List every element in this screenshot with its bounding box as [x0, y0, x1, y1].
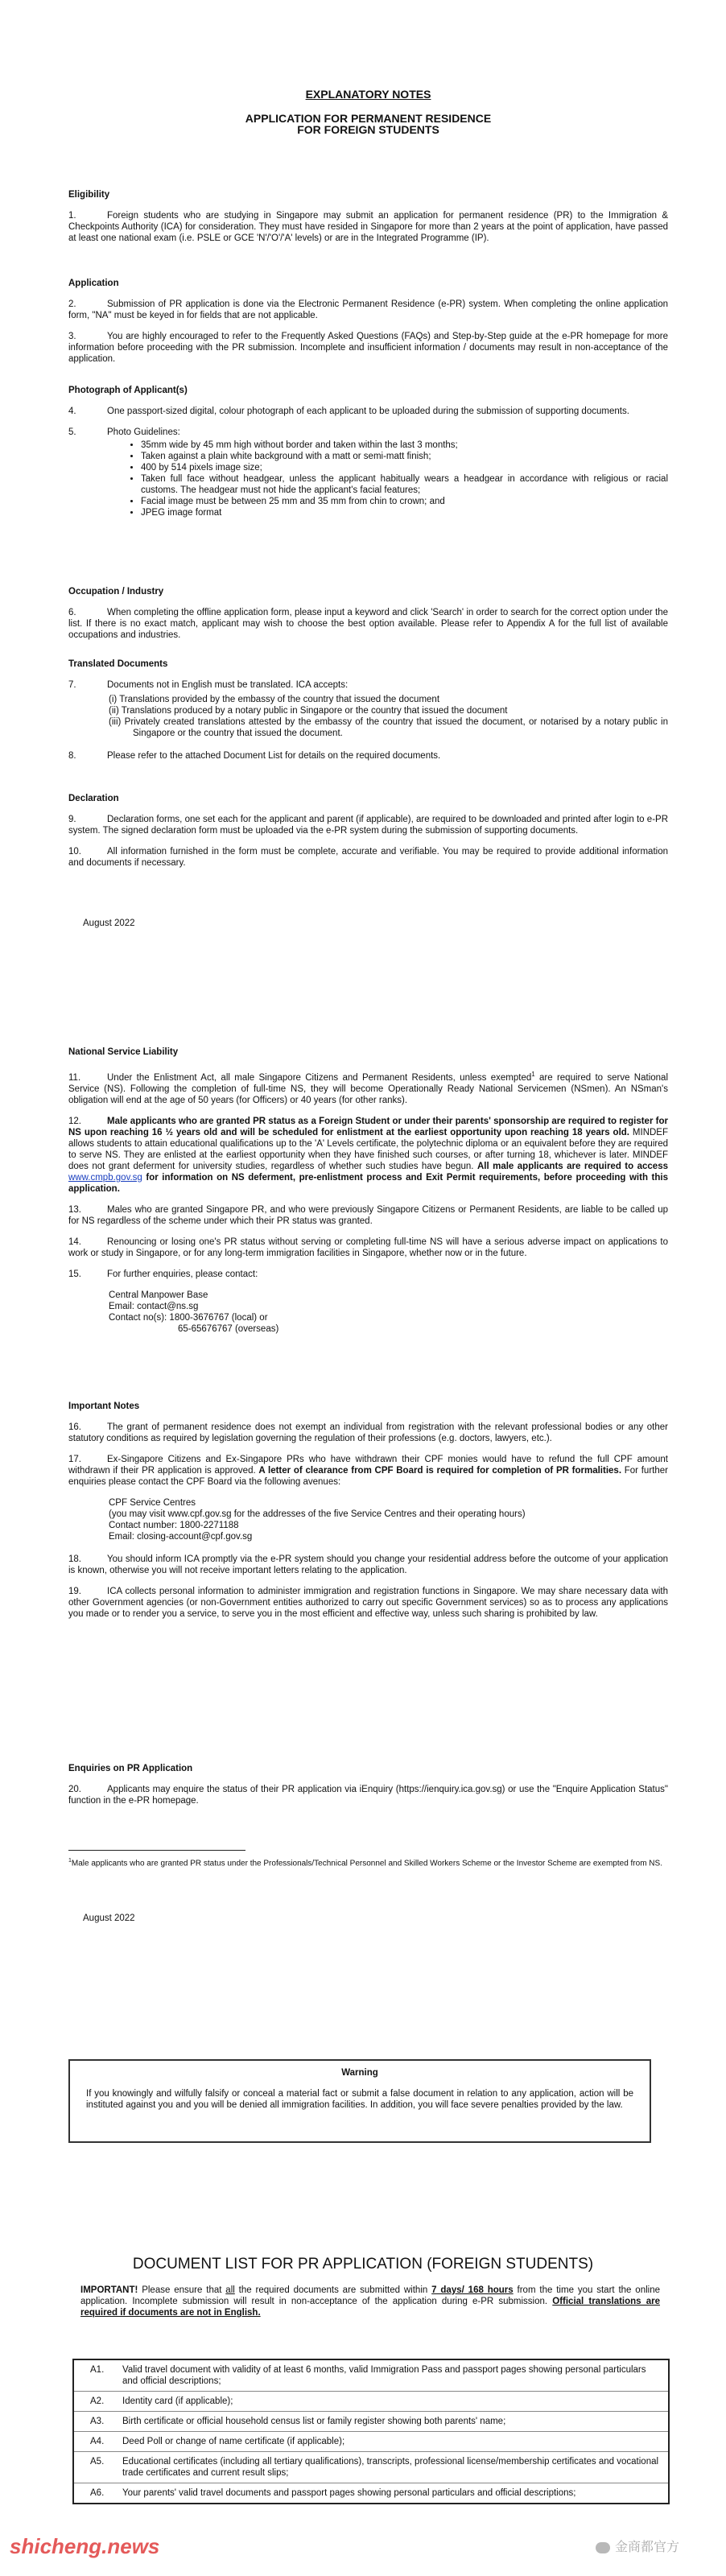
section-heading: Application [68, 279, 119, 288]
section-photograph [68, 385, 668, 518]
footnote-divider [68, 1850, 245, 1851]
section-occupation [68, 586, 668, 641]
paragraph-1: 1. Foreign students who are studying in Singapore may submit an application for permanent residence (PR) to the Immigration & Checkpoints Authority (ICA) for consideration. They must have resided in Singapore for more than 2 years at the point of application, have passed at least one national exam (i.e. PSLE or GCE 'N'/'O'/'A' levels) or are in the Integrated Programme (IP). [68, 211, 668, 243]
section-application [68, 278, 668, 365]
document-row: A2. Identity card (if applicable); [74, 2392, 668, 2412]
contact-line: (you may visit www.cpf.gov.sg for the addresses of the five Service Centres and their operating hours) [109, 1509, 526, 1519]
paragraph-3: 3. You are highly encouraged to refer to the Frequently Asked Questions (FAQs) and Step-by-Step guide at the e-PR homepage for more information before proceeding with the PR submission. Incomplete and insufficient information / documents may result in non-acceptance of the application. [68, 332, 668, 364]
document-row: A4. Deed Poll or change of name certificate (if applicable); [74, 2432, 668, 2452]
paragraph-11: 11. Under the Enlistment Act, all male Singapore Citizens and Permanent Residents, unless exempted$^1$ are required to serve National Service (NS). Following the completion of full-time NS, they will become Operationally Ready National Servicemen (NSmen). An NSman's obligation will end at the age of 50 years (for Officers) or 40 years (for other ranks). [68, 1071, 668, 1105]
section-translated [68, 658, 668, 762]
list-item: • 400 by 514 pixels image size; [141, 462, 668, 473]
document-list-table [72, 2359, 670, 2504]
contact-line: Email: closing-account@cpf.gov.sg [109, 1532, 253, 1542]
section-heading: National Service Liability [68, 1047, 179, 1057]
section-heading: Important Notes [68, 1402, 140, 1411]
date-label: August 2022 [83, 1913, 135, 1923]
contact-line: Email: contact@ns.sg [109, 1301, 199, 1311]
date-label: August 2022 [83, 919, 135, 928]
paragraph-13: 13. Males who are granted Singapore PR, and who were previously Singapore Citizens or Permanent Residents, are liable to be called up for NS regardless of the scheme under which their PR status was granted. [68, 1204, 668, 1226]
section-heading: Photograph of Applicant(s) [68, 386, 188, 395]
contact-line: Contact number: 1800-2271188 [109, 1521, 239, 1530]
cmpb-link[interactable]: www.cmpb.gov.sg [68, 1172, 142, 1183]
photo-guidelines-list [117, 440, 668, 518]
notes-header [68, 89, 668, 135]
document-row: A1. Valid travel document with validity of at least 6 months, valid Immigration Pass and passport pages showing personal particulars and official descriptions; [74, 2360, 668, 2392]
list-item: (i) Translations provided by the embassy of the country that issued the document [109, 695, 440, 704]
contact-line: Contact no(s): 1800-3676767 (local) or [109, 1312, 268, 1323]
warning-title: Warning [341, 2068, 378, 2078]
footnote-ref: 1 [531, 1071, 535, 1078]
paragraph-14: 14. Renouncing or losing one's PR status without serving or completing full-time NS will have a serious adverse impact on applications to work or study in Singapore, or for any long-term immigration facilities in Singapore, whether now or in the future. [68, 1236, 668, 1258]
paragraph-19: 19. ICA collects personal information to administer immigration and registration functions in Singapore. We may share necessary data with other Government agencies (or non-Government entities authorized to carry out specific Government services) so as to process any applications you made or to render you a service, to serve you in the most efficient and effective way, unless such sharing is prohibited by law. [68, 1587, 668, 1619]
paragraph-5: 5. Photo Guidelines: [68, 427, 180, 437]
section-heading: Translated Documents [68, 659, 168, 669]
paragraph-4: 4. One passport-sized digital, colour photograph of each applicant to be uploaded during the submission of supporting documents. [68, 407, 629, 416]
page-subtitle: APPLICATION FOR PERMANENT RESIDENCE [245, 112, 492, 125]
section-enquiries [68, 1763, 668, 1806]
list-item: (iii) Privately created translations attested by the embassy of the country that issued the document, or notarised by a notary public in Singapore or the country that issued the document. [109, 717, 668, 738]
section-heading: Enquiries on PR Application [68, 1764, 193, 1773]
document-row: A6. Your parents' valid travel documents and passport pages showing personal particulars and official descriptions; [90, 2488, 576, 2498]
footnote: $^1$Male applicants who are granted PR status under the Professionals/Technical Personnel and Skilled Workers Scheme or the Investor Scheme are exempted from NS. [68, 1858, 662, 1868]
document-row: A5. Educational certificates (including all tertiary qualifications), transcripts, professional license/membership certificates and vocational trade certificates and current result slips; [74, 2452, 668, 2483]
section-eligibility [68, 189, 668, 244]
paragraph-16: 16. The grant of permanent residence does not exempt an individual from registration with the relevant professional bodies or any other statutory conditions as required by legislation governing the regulation of their professions (e.g. doctors, lawyers, etc.). [68, 1422, 668, 1443]
list-item: • Taken full face without headgear, unless the applicant habitually wears a headgear in accordance with religious or racial customs. The headgear must not hide the applicant's facial features; [141, 473, 668, 496]
paragraph-8: 8. Please refer to the attached Document List for details on the required documents. [68, 751, 441, 761]
section-national-service [68, 1046, 668, 1335]
paragraph-6: 6. When completing the offline application form, please input a keyword and click 'Search' in order to search for the correct option under the list. If there is no exact match, applicant may wish to choose the best option available. Please refer to Appendix A for the full list of available occupations and industries. [68, 608, 668, 640]
section-heading: Eligibility [68, 190, 110, 200]
section-heading: Occupation / Industry [68, 587, 164, 597]
cmb-contact [109, 1290, 668, 1335]
paragraph-15: 15. For further enquiries, please contact: [68, 1269, 258, 1279]
paragraph-9: 9. Declaration forms, one set each for the applicant and parent (if applicable), are required to be downloaded and printed after login to e-PR system. The signed declaration form must be uploaded via the e-PR system during the submission of supporting documents. [68, 815, 668, 836]
paragraph-17: 17. Ex-Singapore Citizens and Ex-Singapore PRs who have withdrawn their CPF monies would have to refund the full CPF amount withdrawn if their PR application is approved. A letter of clearance from CPF Board is required for completion of PR formalities. For further enquiries please contact the CPF Board via the following avenues: [68, 1455, 668, 1487]
list-item: • Taken against a plain white background with a matt or semi-matt finish; [141, 451, 668, 462]
section-important-notes [68, 1401, 668, 1620]
cpf-contact [109, 1497, 668, 1542]
contact-line: CPF Service Centres [109, 1498, 196, 1508]
warning-text: If you knowingly and wilfully falsify or conceal a material fact or submit a false document in relation to any application, action will be instituted against you and you will be denied all immigration facilities. In addition, you will face severe penalties provided by the law. [86, 2089, 633, 2110]
paragraph-2: 2. Submission of PR application is done via the Electronic Permanent Residence (e-PR) system. When completing the online application form, "NA" must be keyed in for fields that are not applicable. [68, 299, 668, 320]
paragraph-12: 12. Male applicants who are granted PR status as a Foreign Student or under their parents' sponsorship are required to register for NS upon reaching 16 ½ years old and will be scheduled for enlistment at the earliest opportunity upon reaching 18 years old. MINDEF allows students to attain educational qualifications up to the 'A' Levels certificate, the polytechnic diploma or an equivalent before they are required to serve NS. They are enlisted at the earliest opportunity when they have finished such courses, or after turning 18, whichever is later. MINDEF does not grant deferment for university studies, regardless of whether such studies have begun. All male applicants are required to access www.cmpb.gov.sg for information on NS deferment, pre-enlistment process and Exit Permit requirements, before proceeding with this application. [68, 1116, 668, 1194]
contact-line: 65-65676767 (overseas) [178, 1323, 279, 1334]
paragraph-7: 7. Documents not in English must be translated. ICA accepts: [68, 680, 349, 690]
list-item: • JPEG image format [141, 507, 668, 518]
list-item: (ii) Translations produced by a notary public in Singapore or the country that issued the document [109, 706, 508, 716]
paragraph-20: 20. Applicants may enquire the status of their PR application via iEnquiry (https://ienquiry.ica.gov.sg) or use the "Enquire Application Status" function in the e-PR homepage. [68, 1785, 668, 1806]
site-watermark: shicheng.news [10, 2534, 160, 2558]
wechat-icon [596, 2542, 610, 2553]
translation-options-list [109, 694, 668, 739]
paragraph-18: 18. You should inform ICA promptly via the e-PR system should you change your residential address before the outcome of your application is known, otherwise you will not receive important letters relating to the application. [68, 1554, 668, 1575]
paragraph-10: 10. All information furnished in the form must be complete, accurate and verifiable. You may be required to provide additional information and documents if necessary. [68, 847, 668, 868]
contact-line: Central Manpower Base [109, 1290, 208, 1300]
warning-box [68, 2059, 651, 2143]
account-watermark: 金商都官方 [596, 2542, 679, 2553]
page-title: EXPLANATORY NOTES [305, 88, 431, 101]
section-heading: Declaration [68, 794, 119, 803]
doclist-important: IMPORTANT! Please ensure that all the required documents are submitted within 7 days/ 168 hours from the time you start the online application. Incomplete submission will result in non-acceptance of the application during e-PR submission. Official translations are required if documents are not in English. [80, 2285, 660, 2318]
list-item: • Facial image must be between 25 mm and 35 mm from chin to crown; and [141, 496, 668, 507]
page-subtitle-2: FOR FOREIGN STUDENTS [297, 123, 439, 136]
doclist-title: DOCUMENT LIST FOR PR APPLICATION (FOREIGN STUDENTS) [132, 2256, 594, 2273]
document-row: A3. Birth certificate or official household census list or family register showing both parents' name; [74, 2412, 668, 2432]
list-item: • 35mm wide by 45 mm high without border and taken within the last 3 months; [141, 440, 668, 451]
section-declaration [68, 793, 668, 869]
